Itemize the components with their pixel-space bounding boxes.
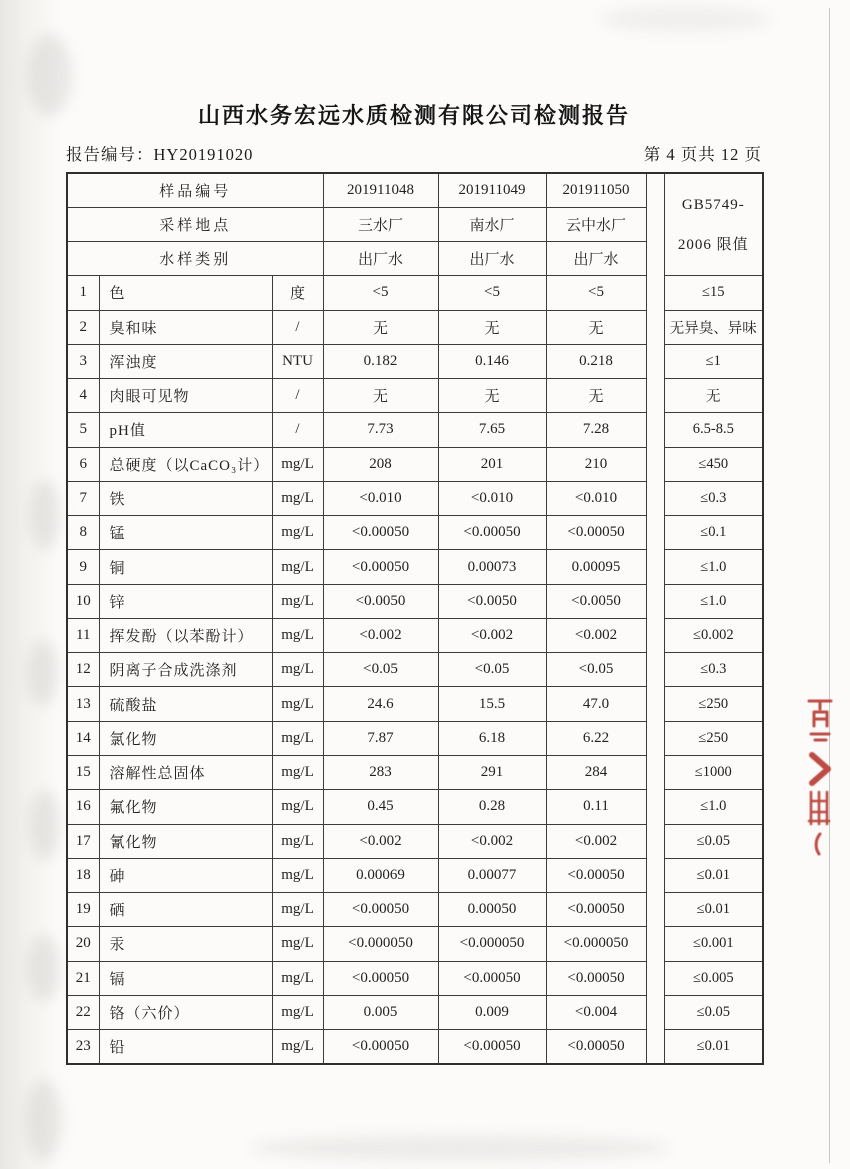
limit-value: ≤0.1 (664, 516, 763, 550)
spacer-cell (646, 550, 664, 584)
row-number: 13 (67, 687, 99, 721)
header-label: 水样类别 (67, 242, 323, 276)
table-row (67, 721, 763, 755)
limit-header-line1: GB5749- (681, 196, 745, 213)
table-row (67, 790, 763, 824)
param-name: 色 (99, 276, 272, 310)
param-name: pH值 (99, 413, 272, 447)
spacer-cell (646, 516, 664, 550)
spacer-cell (646, 824, 664, 858)
sample3-value: 无 (546, 379, 646, 413)
sample3-value: 47.0 (546, 687, 646, 721)
spacer-column (646, 173, 664, 276)
sample2-value: <0.002 (438, 618, 546, 652)
limit-value: 无 (664, 379, 763, 413)
sample2-value: 0.00073 (438, 550, 546, 584)
table-row (67, 447, 763, 481)
param-unit: mg/L (272, 481, 323, 515)
param-unit: mg/L (272, 687, 323, 721)
spacer-cell (646, 481, 664, 515)
spacer-cell (646, 756, 664, 790)
sample1-value: <0.00050 (323, 893, 438, 927)
row-number: 3 (67, 344, 99, 378)
sample3-value: <0.00050 (546, 893, 646, 927)
table-row (67, 584, 763, 618)
report-number (66, 141, 253, 165)
sample1-value: 7.73 (323, 413, 438, 447)
param-name: 挥发酚（以苯酚计） (99, 618, 272, 652)
spacer-cell (646, 961, 664, 995)
sample3-value: 7.28 (546, 413, 646, 447)
limit-value: ≤0.05 (664, 824, 763, 858)
sample3-value: <0.00050 (546, 1030, 646, 1064)
sample1-value: 0.45 (323, 790, 438, 824)
row-number: 22 (67, 995, 99, 1029)
sample3-value: <0.010 (546, 481, 646, 515)
sample2-value: 0.009 (438, 995, 546, 1029)
limit-value: ≤450 (664, 447, 763, 481)
scan-smudge (30, 480, 60, 550)
sample2-value: 15.5 (438, 687, 546, 721)
table-row (67, 516, 763, 550)
sample3-value: <0.004 (546, 995, 646, 1029)
param-name: 汞 (99, 927, 272, 961)
sample3-value: <0.00050 (546, 516, 646, 550)
param-name: 氰化物 (99, 824, 272, 858)
results-table (66, 172, 764, 1065)
limit-value: ≤1 (664, 344, 763, 378)
param-name: 臭和味 (99, 310, 272, 344)
sample3-value: <0.000050 (546, 927, 646, 961)
spacer-cell (646, 858, 664, 892)
sample1-value: <0.0050 (323, 584, 438, 618)
spacer-cell (646, 379, 664, 413)
limit-value: ≤0.002 (664, 618, 763, 652)
param-name: 氯化物 (99, 721, 272, 755)
sample3-value: 210 (546, 447, 646, 481)
page-edge-line (829, 8, 830, 1163)
sample1-value: <0.05 (323, 653, 438, 687)
table-row (67, 481, 763, 515)
table-row (67, 927, 763, 961)
param-name: 溶解性总固体 (99, 756, 272, 790)
param-unit: mg/L (272, 927, 323, 961)
sample1-value: <0.010 (323, 481, 438, 515)
row-number: 2 (67, 310, 99, 344)
scan-smudge (28, 640, 58, 706)
row-number: 8 (67, 516, 99, 550)
spacer-cell (646, 995, 664, 1029)
param-name: 锌 (99, 584, 272, 618)
param-unit: mg/L (272, 995, 323, 1029)
sample2-value: <0.002 (438, 824, 546, 858)
scan-smudge (28, 935, 60, 1001)
table-row (67, 379, 763, 413)
row-number: 18 (67, 858, 99, 892)
sample3-location: 云中水厂 (546, 207, 646, 241)
row-number: 16 (67, 790, 99, 824)
limit-value: ≤0.001 (664, 927, 763, 961)
spacer-cell (646, 927, 664, 961)
table-row (67, 310, 763, 344)
param-name: 铅 (99, 1030, 272, 1064)
param-unit: mg/L (272, 893, 323, 927)
row-number: 5 (67, 413, 99, 447)
table-row (67, 653, 763, 687)
row-number: 1 (67, 276, 99, 310)
param-unit: mg/L (272, 961, 323, 995)
param-unit: mg/L (272, 653, 323, 687)
sample1-value: 0.00069 (323, 858, 438, 892)
red-stamp-fragment (808, 752, 832, 786)
limit-value: ≤1000 (664, 756, 763, 790)
sample1-value: <0.000050 (323, 927, 438, 961)
header-label: 样品编号 (67, 173, 323, 207)
table-row (67, 858, 763, 892)
limit-value: ≤1.0 (664, 550, 763, 584)
report-info-line (66, 141, 762, 165)
row-number: 7 (67, 481, 99, 515)
spacer-cell (646, 618, 664, 652)
table-row (67, 276, 763, 310)
sample3-value: <0.00050 (546, 961, 646, 995)
sample2-value: <0.00050 (438, 1030, 546, 1064)
sample1-value: <0.00050 (323, 550, 438, 584)
param-name: 硒 (99, 893, 272, 927)
param-unit: / (272, 310, 323, 344)
param-unit: mg/L (272, 584, 323, 618)
sample1-value: <0.002 (323, 618, 438, 652)
limit-value: ≤250 (664, 687, 763, 721)
sample1-value: 283 (323, 756, 438, 790)
sample3-value: <5 (546, 276, 646, 310)
limit-value: ≤250 (664, 721, 763, 755)
param-unit: mg/L (272, 1030, 323, 1064)
sample2-value: 7.65 (438, 413, 546, 447)
limit-value: ≤0.005 (664, 961, 763, 995)
sample3-type: 出厂水 (546, 242, 646, 276)
limit-value: ≤0.01 (664, 893, 763, 927)
sample2-value: <0.0050 (438, 584, 546, 618)
param-unit: mg/L (272, 790, 323, 824)
sample1-value: 无 (323, 310, 438, 344)
table-row (67, 550, 763, 584)
red-stamp-fragment (812, 832, 824, 856)
sample1-type: 出厂水 (323, 242, 438, 276)
table-row (67, 413, 763, 447)
limit-value: ≤0.01 (664, 1030, 763, 1064)
limit-value: ≤1.0 (664, 790, 763, 824)
param-unit: / (272, 379, 323, 413)
spacer-cell (646, 687, 664, 721)
sample1-value: 0.182 (323, 344, 438, 378)
limit-value: 无异臭、异味 (664, 310, 763, 344)
sample1-value: <5 (323, 276, 438, 310)
param-unit: / (272, 413, 323, 447)
sample3-id: 201911050 (546, 173, 646, 207)
sample2-value: <0.010 (438, 481, 546, 515)
table-row (67, 893, 763, 927)
param-unit: mg/L (272, 447, 323, 481)
limit-value: 6.5-8.5 (664, 413, 763, 447)
sample2-value: <0.00050 (438, 961, 546, 995)
spacer-cell (646, 653, 664, 687)
param-name: 阴离子合成洗涤剂 (99, 653, 272, 687)
sample3-value: 284 (546, 756, 646, 790)
sample1-value: 24.6 (323, 687, 438, 721)
report-title: 山西水务宏远水质检测有限公司检测报告 (197, 103, 630, 128)
spacer-cell (646, 310, 664, 344)
header-label: 采样地点 (67, 207, 323, 241)
sample3-value: <0.05 (546, 653, 646, 687)
param-unit: mg/L (272, 550, 323, 584)
spacer-cell (646, 1030, 664, 1064)
report-number-label: 报告编号： (66, 145, 154, 164)
sample1-value: <0.00050 (323, 516, 438, 550)
sample2-value: <0.05 (438, 653, 546, 687)
sample2-value: <0.00050 (438, 516, 546, 550)
sample1-location: 三水厂 (323, 207, 438, 241)
sample3-value: 6.22 (546, 721, 646, 755)
limit-value: ≤0.01 (664, 858, 763, 892)
sample1-value: 208 (323, 447, 438, 481)
param-name: 铁 (99, 481, 272, 515)
param-unit: mg/L (272, 756, 323, 790)
sample3-value: 0.218 (546, 344, 646, 378)
limit-value: ≤0.3 (664, 481, 763, 515)
sample1-value: <0.002 (323, 824, 438, 858)
sample2-value: 291 (438, 756, 546, 790)
row-number: 21 (67, 961, 99, 995)
table-row (67, 344, 763, 378)
param-unit: mg/L (272, 618, 323, 652)
sample2-value: <5 (438, 276, 546, 310)
sample3-value: <0.002 (546, 824, 646, 858)
limit-value: ≤0.3 (664, 653, 763, 687)
row-number: 6 (67, 447, 99, 481)
sample1-value: 7.87 (323, 721, 438, 755)
sample3-value: 0.11 (546, 790, 646, 824)
row-number: 15 (67, 756, 99, 790)
table-row (67, 618, 763, 652)
param-name: 砷 (99, 858, 272, 892)
table-row (67, 824, 763, 858)
table-row (67, 687, 763, 721)
param-unit: 度 (272, 276, 323, 310)
param-name: 铬（六价） (99, 995, 272, 1029)
sample3-value: <0.002 (546, 618, 646, 652)
param-name: 肉眼可见物 (99, 379, 272, 413)
spacer-cell (646, 893, 664, 927)
sample2-value: 0.146 (438, 344, 546, 378)
row-number: 12 (67, 653, 99, 687)
scan-smudge (600, 6, 770, 32)
param-unit: NTU (272, 344, 323, 378)
sample2-value: 无 (438, 379, 546, 413)
spacer-cell (646, 344, 664, 378)
param-name: 浑浊度 (99, 344, 272, 378)
table-header-row (67, 173, 763, 207)
spacer-cell (646, 721, 664, 755)
limit-value: ≤0.05 (664, 995, 763, 1029)
report-number-value: HY20191020 (153, 145, 254, 164)
sample2-value: 0.00077 (438, 858, 546, 892)
limit-value: ≤15 (664, 276, 763, 310)
scan-smudge (250, 1135, 670, 1161)
sample1-value: <0.00050 (323, 961, 438, 995)
row-number: 19 (67, 893, 99, 927)
row-number: 14 (67, 721, 99, 755)
row-number: 4 (67, 379, 99, 413)
param-unit: mg/L (272, 721, 323, 755)
param-name: 锰 (99, 516, 272, 550)
param-name: 氟化物 (99, 790, 272, 824)
param-name: 镉 (99, 961, 272, 995)
param-unit: mg/L (272, 516, 323, 550)
row-number: 23 (67, 1030, 99, 1064)
spacer-cell (646, 447, 664, 481)
sample3-value: 0.00095 (546, 550, 646, 584)
sample2-value: 201 (438, 447, 546, 481)
row-number: 17 (67, 824, 99, 858)
sample2-value: 6.18 (438, 721, 546, 755)
table-row (67, 995, 763, 1029)
scan-smudge (30, 790, 60, 860)
param-name: 铜 (99, 550, 272, 584)
row-number: 11 (67, 618, 99, 652)
sample2-id: 201911049 (438, 173, 546, 207)
sample2-value: 0.28 (438, 790, 546, 824)
sample1-value: 无 (323, 379, 438, 413)
sample3-value: <0.0050 (546, 584, 646, 618)
sample2-value: 无 (438, 310, 546, 344)
param-unit: mg/L (272, 824, 323, 858)
limit-value: ≤1.0 (664, 584, 763, 618)
param-unit: mg/L (272, 858, 323, 892)
sample3-value: <0.00050 (546, 858, 646, 892)
sample2-location: 南水厂 (438, 207, 546, 241)
param-name: 总硬度（以CaCO₃计） (99, 447, 272, 481)
sample2-value: <0.000050 (438, 927, 546, 961)
red-stamp-fragment (806, 788, 832, 828)
scan-smudge (26, 1080, 62, 1160)
row-number: 20 (67, 927, 99, 961)
table-row (67, 961, 763, 995)
spacer-cell (646, 413, 664, 447)
sample1-value: <0.00050 (323, 1030, 438, 1064)
page-indicator: 第 4 页共 12 页 (643, 145, 762, 164)
sample1-id: 201911048 (323, 173, 438, 207)
limit-column-header (664, 173, 763, 276)
spacer-cell (646, 584, 664, 618)
sample2-value: 0.00050 (438, 893, 546, 927)
spacer-cell (646, 790, 664, 824)
spacer-cell (646, 276, 664, 310)
param-name: 硫酸盐 (99, 687, 272, 721)
row-number: 9 (67, 550, 99, 584)
table-row (67, 1030, 763, 1064)
sample1-value: 0.005 (323, 995, 438, 1029)
sample3-value: 无 (546, 310, 646, 344)
limit-header-line2: 2006 限值 (677, 236, 749, 253)
table-row (67, 756, 763, 790)
red-stamp-fragment (806, 694, 834, 750)
sample2-type: 出厂水 (438, 242, 546, 276)
row-number: 10 (67, 584, 99, 618)
